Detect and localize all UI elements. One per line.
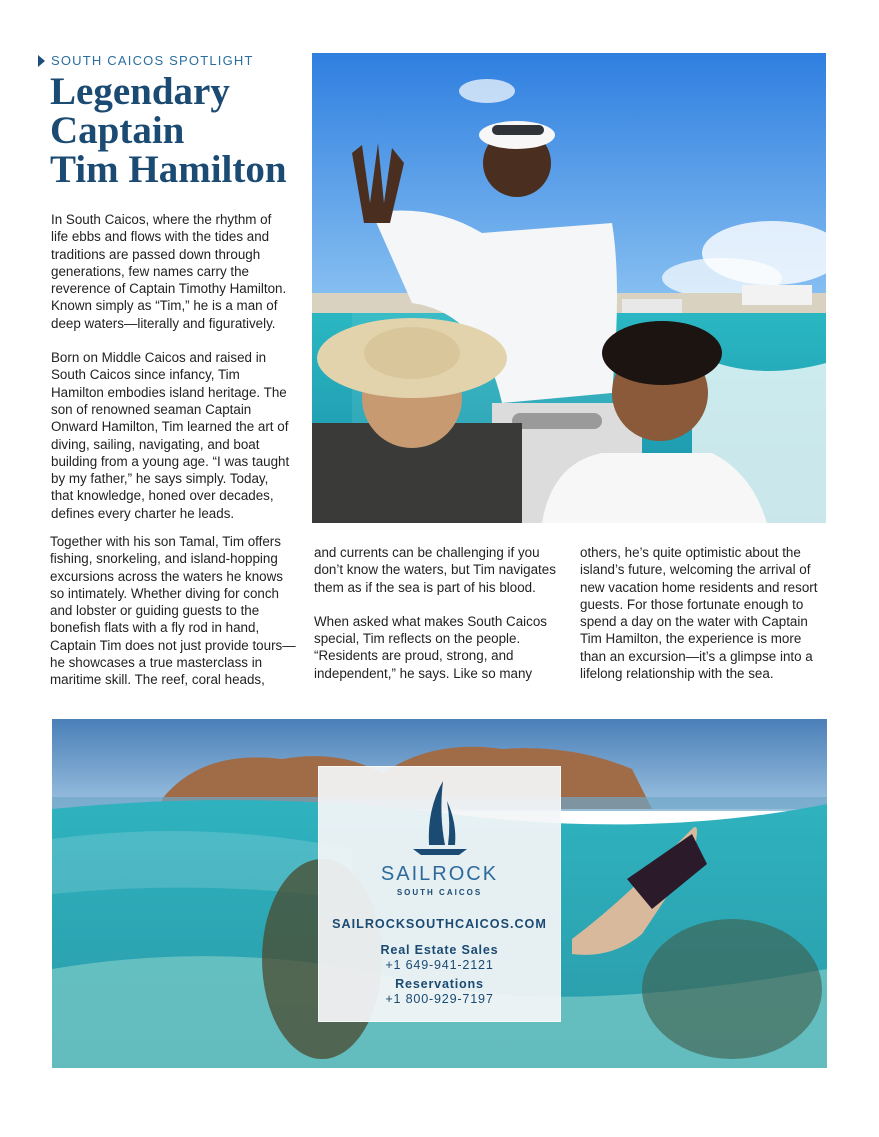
reservations-phone[interactable]: +1 800-929-7197 [385, 992, 494, 1006]
column-right [580, 544, 826, 682]
article-title [50, 72, 300, 189]
website-link[interactable]: SAILROCKSOUTHCAICOS.COM [332, 917, 547, 931]
paragraph: When asked what makes South Caicos special, Tim reflects on the people. “Residents are proud, strong, and independent,” he says. Like so many [314, 613, 547, 681]
boat-photo [312, 53, 826, 523]
brand-name: SAILROCK [380, 863, 499, 885]
brand-subtitle: SOUTH CAICOS [396, 888, 483, 897]
paragraph: In South Caicos, where the rhythm of life ebbs and flows with the tides and traditions are passed down through generations, few names carry the reverence of Captain Timothy Hamilton. Known simply as “Tim,” he is a man of deep waters—literally and figuratively. [51, 212, 287, 331]
paragraph: Born on Middle Caicos and raised in South Caicos since infancy, Tim Hamilton embodies island heritage. The son of renowned seaman Captain Onward Hamilton, Tim learned the art of diving, sailing, navigating, and boat building from a young age. “I was taught by my father,” he says simply. Today, that knowledge, honed over decades, defines every charter he leads. [51, 350, 290, 521]
section-kicker [38, 53, 254, 68]
paragraph: others, he’s quite optimistic about the island’s future, welcoming the arrival of new vacation home residents and resort guests. For those fortunate enough to spend a day on the water with Captain Tim Hamilton, the experience is more than an excursion—it’s a glimpse into a lifelong relationship with the sea. [580, 545, 818, 682]
reservations-label: Reservations [395, 977, 484, 991]
title-line: Tim Hamilton [50, 148, 287, 191]
title-line: Legendary [50, 70, 230, 113]
triangle-bullet-icon [38, 55, 45, 67]
kicker-text: SOUTH CAICOS SPOTLIGHT [51, 53, 254, 68]
column-left-bottom [50, 533, 296, 689]
column-left-top [51, 211, 291, 522]
sailboat-icon [405, 779, 475, 861]
sales-phone[interactable]: +1 649-941-2121 [385, 958, 494, 972]
paragraph: Together with his son Tamal, Tim offers fishing, snorkeling, and island-hopping excursions across the waters he knows so intimately. Whether diving for conch and lobster or guiding guests to the bonefish flats with a fly rod in hand, Captain Tim does not just provide tours—he showcases a true masterclass in maritime skill. The reef, coral heads, [50, 534, 296, 688]
title-line: Captain [50, 109, 185, 152]
sales-label: Real Estate Sales [380, 943, 499, 957]
paragraph: and currents can be challenging if you don’t know the waters, but Tim navigates them as if the sea is part of his blood. [314, 545, 556, 595]
column-middle [314, 544, 566, 682]
sailrock-ad [318, 766, 561, 1022]
